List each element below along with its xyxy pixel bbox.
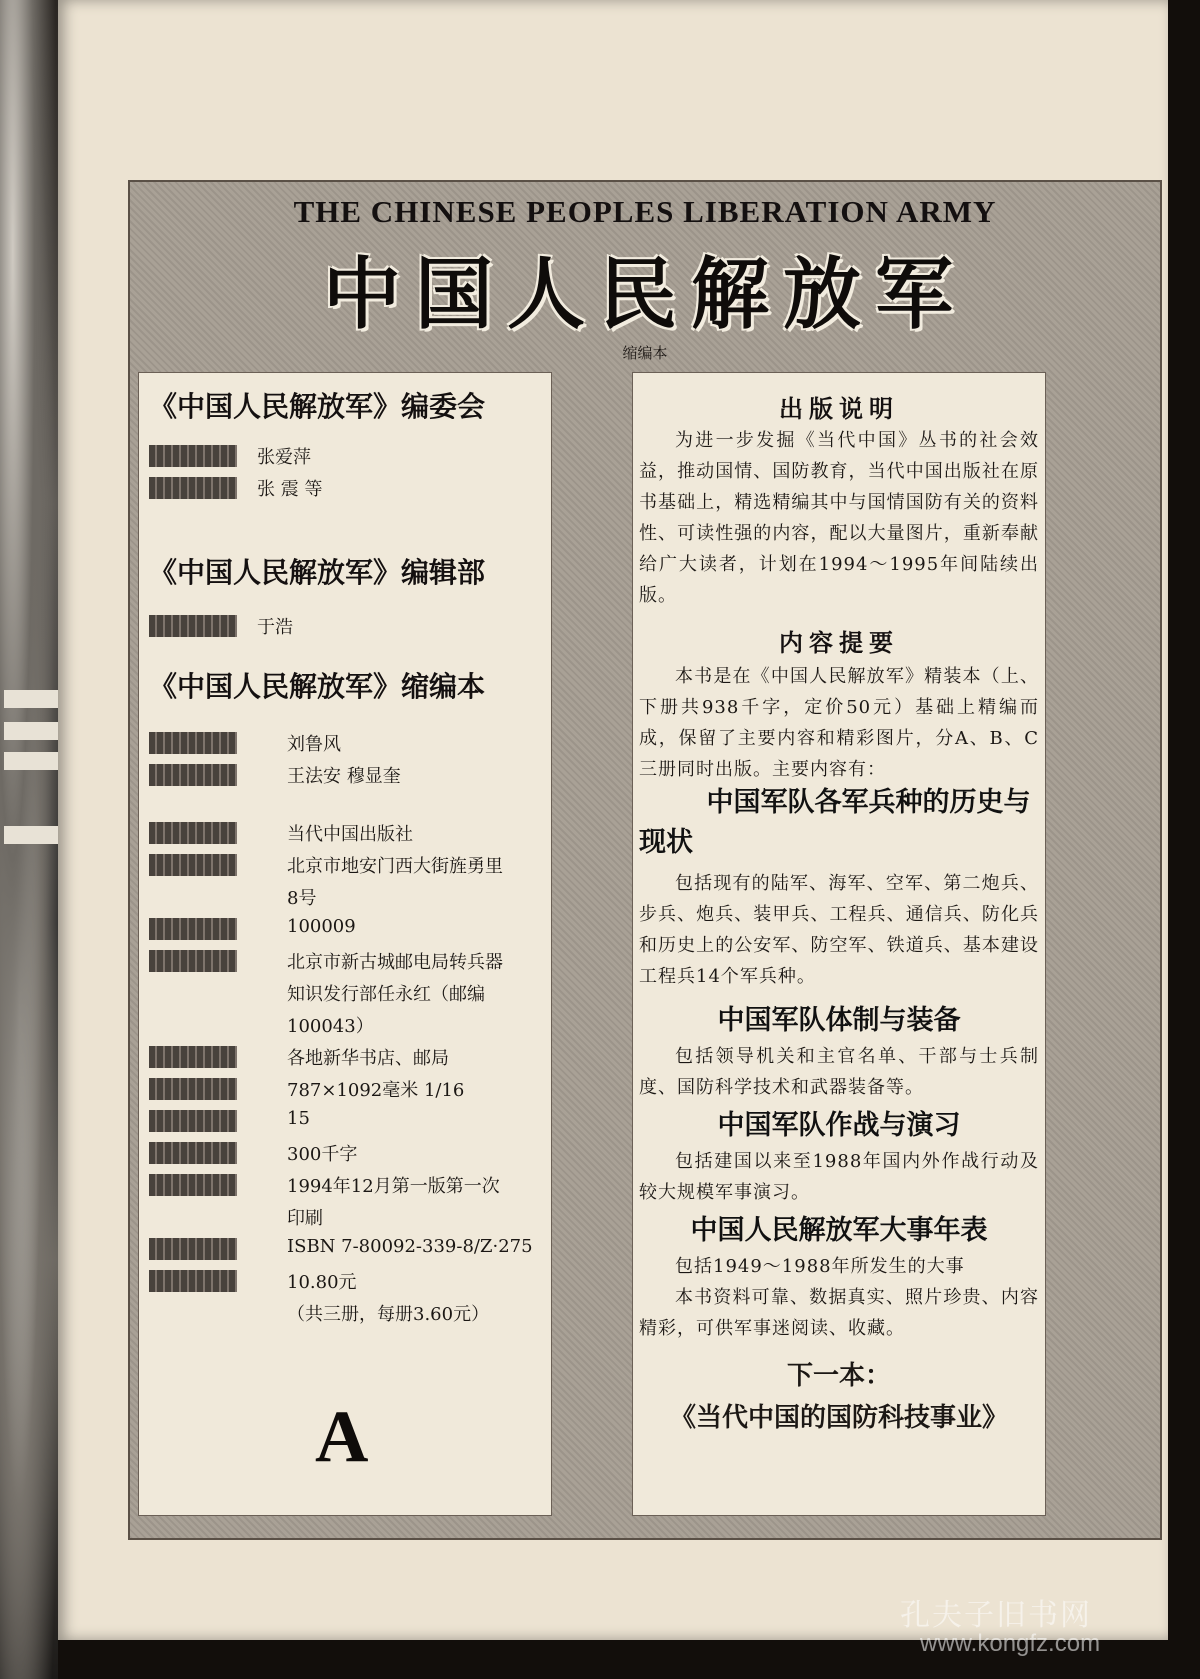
closing-text: 本书资料可靠、数据真实、照片珍贵、内容精彩，可供军事迷阅读、收藏。 xyxy=(639,1287,1039,1339)
next-volume-label: 下一本： xyxy=(786,1361,891,1391)
credit-row: 787×1092毫米 1/16 xyxy=(139,1074,551,1104)
label-block xyxy=(149,445,237,467)
abridged-title: 《中国人民解放军》缩编本 xyxy=(149,670,486,703)
topic1-title: 中国军队各军兵种的历史与现状 xyxy=(639,787,1031,858)
next-volume-title: 《当代中国的国防科技事业》 xyxy=(669,1403,1008,1433)
label-block xyxy=(149,1238,237,1260)
label-block xyxy=(149,1174,237,1196)
committee-title: 《中国人民解放军》编委会 xyxy=(149,390,486,423)
credit-row-cont: 印刷 xyxy=(287,1208,323,1229)
label-block xyxy=(149,1110,237,1132)
page-edge-right xyxy=(1168,0,1200,1679)
summary-text: 本书是在《中国人民解放军》精装本（上、下册共938千字，定价50元）基础上精编而成，保留了主要内容和精彩图片，分A、B、C三册同时出版。主要内容有： xyxy=(639,666,1039,780)
pub-note-text: 为进一步发掘《当代中国》丛书的社会效益，推动国情、国防教育，当代中国出版社在原书基础上，精选精编其中与国情国防有关的资料性、可读性强的内容，配以大量图片，重新奉献给广大读者，计划在1994～1995年间陆续出版。 xyxy=(639,430,1039,606)
watermark-url: www.kongfz.com xyxy=(920,1630,1101,1657)
label-block xyxy=(149,1046,237,1068)
credit-row: 于浩 xyxy=(139,611,551,641)
credit-row: 10.80元 xyxy=(139,1266,551,1296)
topic1-text: 包括现有的陆军、海军、空军、第二炮兵、步兵、炮兵、装甲兵、工程兵、通信兵、防化兵和历史上的公安军、防空军、铁道兵、基本建设工程兵14个军兵种。 xyxy=(639,873,1039,987)
label-block xyxy=(149,764,237,786)
credit-row: 300千字 xyxy=(139,1138,551,1168)
credit-row: 北京市新古城邮电局转兵器 xyxy=(139,946,551,976)
credit-row-cont: 100043） xyxy=(287,1016,374,1037)
credit-row: 各地新华书店、邮局 xyxy=(139,1042,551,1072)
volume-letter: A xyxy=(315,1396,369,1478)
credit-row-cont: 8号 xyxy=(287,888,317,909)
topic4-title: 中国人民解放军大事年表 xyxy=(690,1215,988,1246)
topic2-title: 中国军队体制与装备 xyxy=(717,1005,961,1036)
credits-panel xyxy=(138,372,552,1516)
subtitle: 缩编本 xyxy=(622,344,668,362)
credit-row: 北京市地安门西大街旌勇里 xyxy=(139,850,551,880)
topic2-text: 包括领导机关和主官名单、干部与士兵制度、国防科学技术和武器装备等。 xyxy=(639,1046,1039,1098)
content-frame xyxy=(128,180,1162,1540)
label-block xyxy=(149,950,237,972)
credit-row: 张爱萍 xyxy=(139,441,551,471)
label-block xyxy=(149,615,237,637)
credit-row: ISBN 7-80092-339-8/Z·275 xyxy=(139,1234,551,1264)
photo-text-fragment xyxy=(4,722,58,740)
photo-text-fragment xyxy=(4,690,58,708)
credit-row: 1994年12月第一版第一次 xyxy=(139,1170,551,1200)
credit-row-cont: （共三册，每册3.60元） xyxy=(287,1304,490,1325)
label-block xyxy=(149,918,237,940)
topic3-title: 中国军队作战与演习 xyxy=(717,1110,961,1141)
english-title: THE CHINESE PEOPLES LIBERATION ARMY xyxy=(293,194,997,229)
label-block xyxy=(149,1270,237,1292)
description-panel xyxy=(632,372,1046,1516)
credit-row-cont: 知识发行部任永红（邮编 xyxy=(287,984,485,1005)
photo-text-fragment xyxy=(4,826,58,844)
credit-row: 当代中国出版社 xyxy=(139,818,551,848)
label-block xyxy=(149,1142,237,1164)
label-block xyxy=(149,822,237,844)
credit-row: 刘鲁风 xyxy=(139,728,551,758)
pub-note-title: 出版说明 xyxy=(779,394,899,423)
watermark-logo: 孔夫子旧书网 xyxy=(900,1598,1092,1633)
label-block xyxy=(149,1078,237,1100)
topic3-text: 包括建国以来至1988年国内外作战行动及较大规模军事演习。 xyxy=(639,1151,1039,1203)
label-block xyxy=(149,477,237,499)
left-photo-strip xyxy=(0,0,64,1679)
credit-row: 张 震 等 xyxy=(139,473,551,503)
photo-text-fragment xyxy=(4,752,58,770)
editorial-title: 《中国人民解放军》编辑部 xyxy=(149,556,486,589)
summary-title: 内容提要 xyxy=(779,628,899,657)
label-block xyxy=(149,732,237,754)
topic4-text: 包括1949～1988年所发生的大事 xyxy=(675,1256,965,1277)
chinese-title: 中国人民解放军 xyxy=(322,250,967,340)
credit-row: 王法安 穆显奎 xyxy=(139,760,551,790)
credit-row: 15 xyxy=(139,1106,551,1136)
credit-row: 100009 xyxy=(139,914,551,944)
book-page xyxy=(58,0,1168,1640)
label-block xyxy=(149,854,237,876)
